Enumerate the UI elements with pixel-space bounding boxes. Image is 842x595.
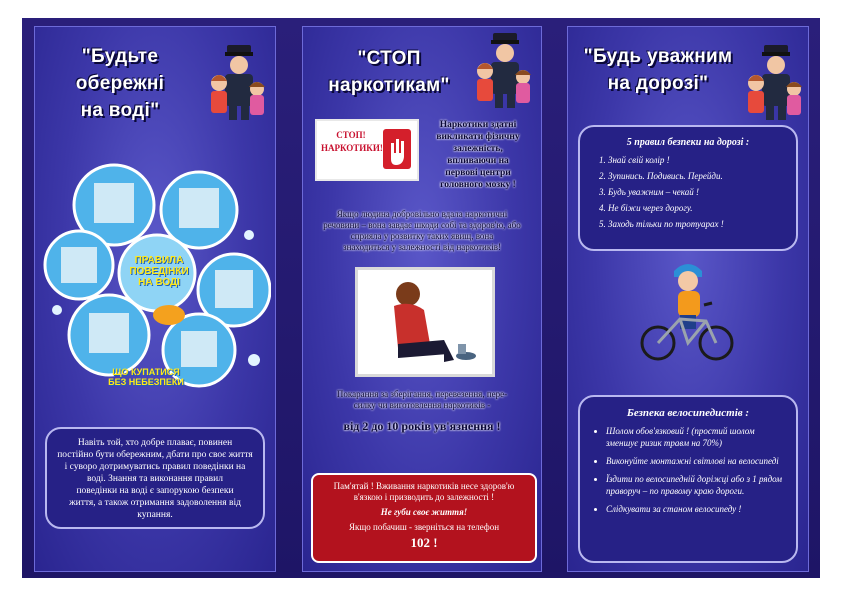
bubble-footer: ЩО КУПАТИСЯ БЕЗ НЕБЕЗПЕКИ xyxy=(108,367,184,387)
drugs-harm-text: Якщо людина добровільно вдала наркотичні речовини – вона завдає шкоди собі та здоров'ю, або сприяла у розвитку таких явищ, вона знаходиться у залежності від наркотиків! xyxy=(323,209,521,252)
road-rules-title: 5 правил безпеки на дорозі : xyxy=(626,137,750,148)
road-rules-list xyxy=(580,154,796,230)
child-cyclist-illustration xyxy=(636,257,736,367)
police-family-icon xyxy=(473,31,533,111)
bike-safety-title: Безпека велосипедистів : xyxy=(626,407,750,419)
police-family-icon xyxy=(744,43,804,123)
panel-water-safety xyxy=(34,26,276,572)
stop-hand-icon xyxy=(381,127,413,171)
road-rules-box xyxy=(578,125,798,251)
panel1-title: "Будьте обережні на воді" xyxy=(75,46,165,121)
list-item: • Їздити по велосипедній доріжці або з 1 рядом праворуч – по правому краю дороги. xyxy=(606,473,788,497)
list-item: 1. Знай свій колір ! xyxy=(608,154,796,166)
panel3-title: "Будь уважним на дорозі" xyxy=(583,46,733,94)
drugs-intro: Наркотики здатні викликати фізичну залежність, впливаючи на первові центри головного мозку ! xyxy=(436,120,520,190)
water-safety-text: Навіть той, хто добре плаває, повинен постійно бути обережним, дбати про своє життя і суворо дотримуватись правил поведінки на воді. Знання та виконання правил поведінки на воді є запорукою безпеки життя, а також отримання задоволення від купання. xyxy=(57,438,253,520)
water-safety-box xyxy=(45,427,265,529)
list-item: 4. Не біжи через дорогу. xyxy=(608,202,796,214)
list-item: 5. Заходь тільки по тротуарах ! xyxy=(608,218,796,230)
bubble-title: ПРАВИЛА ПОВЕДІНКИ НА ВОДІ xyxy=(129,255,189,288)
drugs-penalty: від 2 до 10 років ув'язнення ! xyxy=(343,419,501,433)
panel-road-safety xyxy=(567,26,809,572)
stop-drugs-sign: СТОП! НАРКОТИКИ! xyxy=(315,119,419,181)
panel2-title: "СТОП наркотикам" xyxy=(328,48,450,96)
list-item: 2. Зупинись. Подивись. Перейди. xyxy=(608,170,796,182)
bike-safety-list xyxy=(580,425,796,515)
list-item: • Виконуйте монтажні світлові на велосипеді xyxy=(606,455,788,467)
brochure-sheet xyxy=(22,18,820,578)
panel-stop-drugs xyxy=(302,26,542,572)
drugs-warning-box: Пам'ятай ! Вживання наркотиків несе здоров'ю в'язкою і призводить до залежності ! Не губи своє життя! Якщо побачиш - зверніться на телефон 102 ! xyxy=(311,473,537,563)
hotline-number: 102 ! xyxy=(410,535,438,550)
list-item: • Слідкувати за станом велосипеду ! xyxy=(606,503,788,515)
bike-safety-box xyxy=(578,395,798,563)
list-item: 3. Будь уважним – чекай ! xyxy=(608,186,796,198)
sitting-person-image xyxy=(355,267,495,377)
list-item: • Шолом обов'язковий ! (простий шолом зменшує ризик травм на 70%) xyxy=(606,425,788,449)
police-family-icon xyxy=(207,43,267,123)
drugs-law-text: Покарання за зберігання, перевезення, пере- силку чи виготовлення наркотиків - xyxy=(336,389,508,410)
